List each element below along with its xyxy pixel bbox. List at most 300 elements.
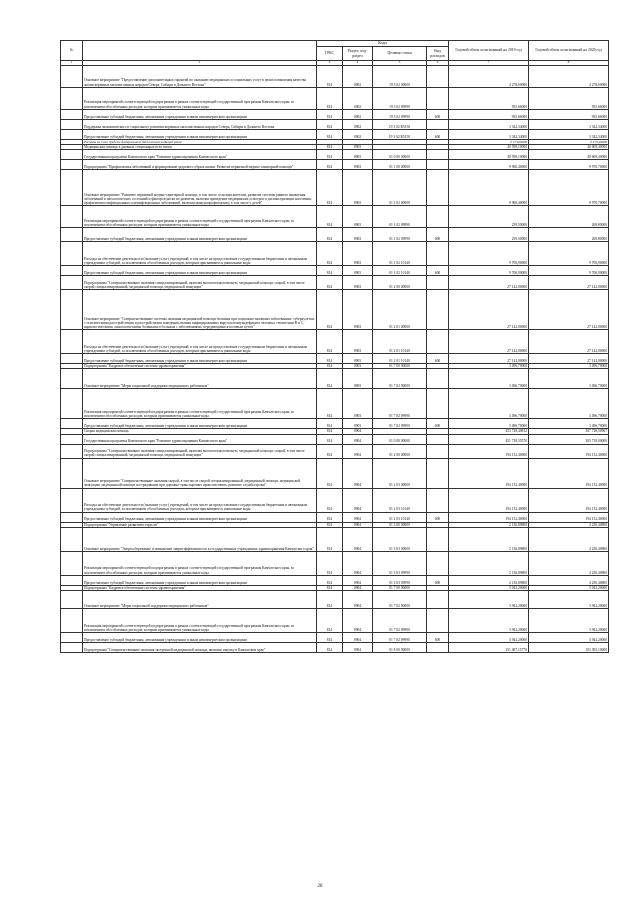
index-cell: 3 [317, 61, 343, 66]
row-csr-cell: 01 1 02 10140 [373, 266, 427, 276]
row-razdel-cell: 0902 [343, 87, 373, 109]
row-name-cell: Расходы на обеспечение деятельности (оказание услуг) учреждений, в том числе на предоставление государственным бюджетным и автономным учреждениям субсидий, за исключением обособленных расходов, которым присваиваются уникальные коды [83, 330, 317, 354]
row-number-cell [61, 434, 83, 444]
row-grbs-cell: 814 [317, 290, 343, 330]
table-row [61, 109, 609, 119]
row-csr-cell: 19 3 02 09990 [373, 87, 427, 109]
row-value-2020-cell: 4 230,40800 [529, 575, 609, 585]
row-vr-cell: 600 [427, 633, 449, 643]
row-vr-cell [427, 150, 449, 160]
row-name-cell: Подпрограмма "Кадровое обеспечение системы здравоохранения" [83, 364, 317, 369]
row-value-2019-cell: 3 496,70000 [449, 369, 529, 389]
row-value-2020-cell: 27 142,00000 [529, 290, 609, 330]
table-row [61, 290, 609, 330]
row-vr-cell [427, 87, 449, 109]
row-number-cell [61, 109, 83, 119]
row-csr-cell: 01 3 03 00000 [373, 527, 427, 551]
row-value-2019-cell: 3 342,34000 [449, 129, 529, 139]
row-razdel-cell: 0904 [343, 609, 373, 633]
row-number-cell [61, 119, 83, 129]
row-value-2020-cell: 3 942,20000 [529, 609, 609, 633]
row-name-cell: Предоставление субсидий бюджетным, автономным учреждениям и иным некоммерческим организациям [83, 228, 317, 242]
header-name [83, 41, 317, 61]
row-name-cell: Поддержка экономического и социального развития коренных малочисленных народов Севера, Сибири и Дальнего Востока [83, 119, 317, 129]
row-name-cell: Предоставление субсидий бюджетным, автономным учреждениям и иным некоммерческим организациям [83, 633, 317, 643]
row-razdel-cell: 0902 [343, 119, 373, 129]
row-razdel-cell: 0903 [343, 369, 373, 389]
row-razdel-cell: 0903 [343, 228, 373, 242]
row-vr-cell: 600 [427, 228, 449, 242]
row-name-cell: Реализация мероприятий соответствующей подпрограммы в рамках соответствующей государственной программы Камчатского края, за исключением обособленных расходов, которым присваиваются уникальные коды [83, 206, 317, 228]
row-value-2019-cell: 3 496,70000 [449, 389, 529, 419]
row-value-2019-cell: 935,66000 [449, 87, 529, 109]
row-value-2020-cell: 27 142,00000 [529, 330, 609, 354]
row-csr-cell: 01 7 02 09990 [373, 633, 427, 643]
index-cell: 4 [343, 61, 373, 66]
row-vr-cell: 600 [427, 266, 449, 276]
row-razdel-cell: 0904 [343, 429, 373, 434]
row-value-2020-cell: 3 173,26000 [529, 139, 609, 144]
row-name-cell: Подпрограмма "Совершенствование оказания специализированной, включая высокотехнологичную, медицинской помощи, скорой, в том числе скорой специализированной, медицинской помощи, медицинской эвакуации" [83, 276, 317, 290]
row-razdel-cell: 0903 [343, 160, 373, 170]
row-csr-cell: 01 2 00 00000 [373, 276, 427, 290]
row-razdel-cell: 0902 [343, 109, 373, 119]
row-razdel-cell: 0903 [343, 330, 373, 354]
row-value-2020-cell: 3 942,20000 [529, 633, 609, 643]
row-number-cell [61, 65, 83, 87]
row-razdel-cell: 0904 [343, 633, 373, 643]
row-razdel-cell: 0903 [343, 276, 373, 290]
row-value-2019-cell: 27 142,00000 [449, 330, 529, 354]
row-name-cell: Предоставление субсидий бюджетным, автономным учреждениям и иным некоммерческим организациям [83, 419, 317, 429]
header-year-2020: Годовой объем ассигнований на 2020 год [529, 41, 609, 61]
row-number-cell [61, 488, 83, 512]
row-vr-cell [427, 290, 449, 330]
row-number-cell [61, 242, 83, 266]
index-cell: 2 [83, 61, 317, 66]
row-value-2020-cell: 9 700,90000 [529, 266, 609, 276]
row-value-2019-cell: 3 942,20000 [449, 591, 529, 609]
row-name-cell: Расходы за счет средств федерального бюджета/исходящий ранее [83, 139, 317, 144]
row-number-cell [61, 330, 83, 354]
row-name-cell: Реализация мероприятий соответствующей подпрограммы в рамках соответствующей государственной программы Камчатского края, за исключением обособленных расходов, которым присваиваются уникальные коды [83, 609, 317, 633]
header-year-2019: Годовой объем ассигнований на 2019 год [449, 41, 529, 61]
row-value-2019-cell: 3 342,34000 [449, 119, 529, 129]
row-value-2020-cell: 40 609,40000 [529, 150, 609, 160]
row-name-cell: Основное мероприятие "Предоставление дополнительных гарантий по оказанию медицинских и социальных услуг в целях повышения качества жизни коренных малочисленных народов Севера, Сибири и Дальнего Востока" [83, 65, 317, 87]
row-csr-cell: 01 0 00 00000 [373, 434, 427, 444]
row-name-cell: Предоставление субсидий бюджетным, автономным учреждениям и иным некоммерческим организациям [83, 266, 317, 276]
row-value-2020-cell: 3 496,70000 [529, 369, 609, 389]
row-grbs-cell: 814 [317, 458, 343, 488]
table-row [61, 633, 609, 643]
header-codes-group: Коды [317, 41, 449, 47]
index-cell: 1 [61, 61, 83, 66]
table-row [61, 591, 609, 609]
row-csr-cell: 19 3 02 00000 [373, 65, 427, 87]
row-value-2020-cell: 194 152,40000 [529, 488, 609, 512]
row-razdel-cell: 0903 [343, 354, 373, 364]
row-grbs-cell: 814 [317, 585, 343, 590]
row-grbs-cell: 814 [317, 488, 343, 512]
row-vr-cell [427, 551, 449, 575]
row-razdel-cell: 0903 [343, 364, 373, 369]
row-value-2020-cell: 194 152,40000 [529, 444, 609, 458]
row-name-cell: Основное мероприятие "Совершенствование системы оказания медицинской помощи больным при социально-значимых заболеваниях: туберкулезом, с психическими расстройствами и расстройствами поведения, вызван инфицированных вирусом иммунодефицита человека, гепатитами В и С, наркологическими, онкологическими больными и больным с заболеваниями, передающимися половым путем" [83, 290, 317, 330]
row-value-2020-cell: 935,66000 [529, 87, 609, 109]
row-number-cell [61, 87, 83, 109]
row-grbs-cell: 814 [317, 150, 343, 160]
row-value-2019-cell: 2 136,89800 [449, 527, 529, 551]
row-csr-cell: 19 3 02 R5150 [373, 129, 427, 139]
row-grbs-cell: 814 [317, 522, 343, 527]
row-razdel-cell: 0903 [343, 419, 373, 429]
row-csr-cell: 01 7 00 00000 [373, 585, 427, 590]
row-value-2020-cell: 27 142,00000 [529, 354, 609, 364]
row-csr-cell: 01 2 03 10140 [373, 488, 427, 512]
table-row [61, 369, 609, 389]
row-value-2019-cell: 27 142,00000 [449, 290, 529, 330]
row-vr-cell [427, 242, 449, 266]
row-vr-cell [427, 160, 449, 170]
row-vr-cell [427, 65, 449, 87]
row-csr-cell: 01 7 02 09990 [373, 609, 427, 633]
row-grbs-cell: 814 [317, 434, 343, 444]
row-number-cell [61, 290, 83, 330]
row-grbs-cell: 814 [317, 591, 343, 609]
row-razdel-cell: 0903 [343, 150, 373, 160]
row-value-2020-cell: 9 970,70000 [529, 170, 609, 206]
row-vr-cell [427, 609, 449, 633]
row-value-2019-cell: 9 960,40000 [449, 160, 529, 170]
row-razdel-cell: 0904 [343, 458, 373, 488]
row-grbs-cell: 814 [317, 65, 343, 87]
row-csr-cell: 01 7 02 09990 [373, 389, 427, 419]
row-vr-cell: 600 [427, 575, 449, 585]
row-number-cell [61, 575, 83, 585]
budget-table-body [61, 65, 609, 652]
table-row [61, 434, 609, 444]
row-name-cell: Предоставление субсидий бюджетным, автономным учреждениям и иным некоммерческим организациям [83, 512, 317, 522]
row-number-cell [61, 369, 83, 389]
row-vr-cell [427, 119, 449, 129]
row-grbs-cell: 814 [317, 145, 343, 150]
row-grbs-cell: 814 [317, 429, 343, 434]
row-grbs-cell: 814 [317, 129, 343, 139]
row-razdel-cell: 0903 [343, 389, 373, 419]
row-value-2020-cell: 40 609,40000 [529, 145, 609, 150]
row-vr-cell [427, 591, 449, 609]
table-row [61, 444, 609, 458]
row-value-2019-cell: 3 173,06000 [449, 139, 529, 144]
row-number-cell [61, 444, 83, 458]
row-razdel-cell: 0903 [343, 242, 373, 266]
row-value-2019-cell: 194 152,40000 [449, 488, 529, 512]
row-grbs-cell: 814 [317, 330, 343, 354]
row-value-2020-cell: 4 278,00000 [529, 65, 609, 87]
header-grbs: ГРБС [317, 47, 343, 61]
row-grbs-cell: 814 [317, 609, 343, 633]
row-value-2019-cell: 40 599,10000 [449, 145, 529, 150]
row-value-2019-cell: 4 278,00000 [449, 65, 529, 87]
row-value-2020-cell: 4 230,40800 [529, 527, 609, 551]
row-razdel-cell: 0904 [343, 522, 373, 527]
row-name-cell: Предоставление субсидий бюджетным, автономным учреждениям и иным некоммерческим организациям [83, 129, 317, 139]
row-name-cell: Реализация мероприятий соответствующей подпрограммы в рамках соответствующей государственной программы Камчатского края, за исключением обособленных расходов, которым присваиваются уникальные коды [83, 551, 317, 575]
row-razdel-cell: 0903 [343, 266, 373, 276]
table-row [61, 512, 609, 522]
row-name-cell: Государственная программа Камчатского края "Развитие здравоохранения Камчатского края" [83, 434, 317, 444]
row-vr-cell: 600 [427, 419, 449, 429]
row-value-2019-cell: 194 152,40000 [449, 512, 529, 522]
header-no: № [61, 41, 83, 61]
table-row [61, 527, 609, 551]
row-value-2019-cell: 935,66000 [449, 109, 529, 119]
row-razdel-cell: 0904 [343, 551, 373, 575]
table-row [61, 551, 609, 575]
row-value-2019-cell: 3 496,70000 [449, 419, 529, 429]
index-cell: 8 [529, 61, 609, 66]
row-csr-cell: 01 7 00 00000 [373, 364, 427, 369]
row-name-cell: Основное мероприятие "Развитие первичной медико-санитарной помощи, в том числе сельским жителям, развитие системы раннего выявления заболеваний и патологических состояний и факторов риска их развития, включая проведение медицинских осмотров и диспансеризации населения, профилактика инфекционных и неинфекционных заболеваний, включая иммунопрофилактику, в том числе у детей" [83, 170, 317, 206]
row-csr-cell: 01 2 00 00000 [373, 444, 427, 458]
row-number-cell [61, 551, 83, 575]
row-grbs-cell: 814 [317, 575, 343, 585]
row-csr-cell: 01 1 02 09990 [373, 228, 427, 242]
row-grbs-cell: 814 [317, 527, 343, 551]
row-value-2020-cell: 9 700,90000 [529, 242, 609, 266]
row-value-2020-cell: 307 728,50967 [529, 429, 609, 434]
row-grbs-cell: 814 [317, 109, 343, 119]
row-value-2019-cell: 3 942,20000 [449, 633, 529, 643]
row-csr-cell: 19 3 02 09990 [373, 109, 427, 119]
row-number-cell [61, 228, 83, 242]
row-value-2019-cell: 40 599,10000 [449, 150, 529, 160]
index-cell: 7 [449, 61, 529, 66]
row-value-2020-cell: 103 393,10000 [529, 643, 609, 653]
row-number-cell [61, 527, 83, 551]
row-grbs-cell: 814 [317, 354, 343, 364]
row-csr-cell: 01 2 01 10140 [373, 354, 427, 364]
row-value-2020-cell: 269,80000 [529, 228, 609, 242]
row-value-2019-cell: 9 960,40000 [449, 170, 529, 206]
row-grbs-cell: 814 [317, 87, 343, 109]
row-name-cell: Расходы на обеспечение деятельности (оказание услуг) учреждений, в том числе на предоставление государственным бюджетным и автономным учреждениям субсидий, за исключением обособленных расходов, которым присваиваются уникальные коды [83, 242, 317, 266]
row-value-2019-cell: 3 942,20000 [449, 609, 529, 633]
row-number-cell [61, 389, 83, 419]
row-value-2020-cell: 3 496,70000 [529, 419, 609, 429]
row-vr-cell [427, 369, 449, 389]
row-csr-cell: 01 7 02 00000 [373, 369, 427, 389]
row-name-cell: Подпрограмма "Совершенствование оказания специализированной, включая высокотехнологичную, медицинской помощи, скорой, в том числе скорой специализированной, медицинской помощи, медицинской эвакуации" [83, 444, 317, 458]
page-number: 28 [317, 884, 323, 889]
row-vr-cell: 600 [427, 109, 449, 119]
row-vr-cell: 600 [427, 129, 449, 139]
row-razdel-cell: 0903 [343, 290, 373, 330]
row-vr-cell [427, 206, 449, 228]
row-name-cell: Подпрограмма "Профилактика заболеваний и формирование здорового образа жизни. Развитие первичной медико-санитарной помощи" [83, 160, 317, 170]
row-razdel-cell: 0904 [343, 591, 373, 609]
row-number-cell [61, 354, 83, 364]
row-value-2020-cell: 3 496,70000 [529, 389, 609, 419]
row-csr-cell: 01 7 02 09990 [373, 419, 427, 429]
row-number-cell [61, 591, 83, 609]
row-number-cell [61, 266, 83, 276]
row-vr-cell [427, 434, 449, 444]
budget-table-sheet [60, 40, 608, 653]
row-value-2020-cell: 269,80000 [529, 206, 609, 228]
row-grbs-cell: 814 [317, 206, 343, 228]
row-grbs-cell: 814 [317, 160, 343, 170]
row-razdel-cell: 0903 [343, 145, 373, 150]
header-csr: Целевая статья [373, 47, 427, 61]
row-name-cell: Реализация мероприятий соответствующей подпрограммы в рамках соответствующей государственной программы Камчатского края, за исключением обособленных расходов, которым присваиваются уникальные коды [83, 87, 317, 109]
table-row [61, 160, 609, 170]
row-grbs-cell: 814 [317, 419, 343, 429]
row-name-cell: Подпрограмма "Управление развитием отрасли" [83, 522, 317, 527]
row-vr-cell [427, 170, 449, 206]
row-vr-cell [427, 488, 449, 512]
row-value-2020-cell: 194 152,40000 [529, 512, 609, 522]
row-vr-cell [427, 330, 449, 354]
row-number-cell [61, 170, 83, 206]
row-name-cell: Основное мероприятие "Совершенствование оказания скорой, в том числе скорой специализированной, медицинской помощи, медицинской эвакуации, медицинской помощи пострадавшим при дорожно-транспортных происшествиях, развитие службы крови" [83, 458, 317, 488]
row-vr-cell: 600 [427, 512, 449, 522]
row-vr-cell [427, 389, 449, 419]
row-value-2020-cell: 4 230,40800 [529, 551, 609, 575]
row-value-2020-cell: 305 718,00000 [529, 434, 609, 444]
row-csr-cell: 01 3 03 09990 [373, 575, 427, 585]
row-number-cell [61, 643, 83, 653]
table-row [61, 354, 609, 364]
row-vr-cell [427, 643, 449, 653]
row-grbs-cell: 814 [317, 364, 343, 369]
row-grbs-cell: 814 [317, 228, 343, 242]
row-value-2020-cell: 4 230,40800 [529, 522, 609, 527]
row-number-cell [61, 276, 83, 290]
row-number-cell [61, 458, 83, 488]
row-name-cell: Подпрограмма "Кадровое обеспечение системы здравоохранения" [83, 585, 317, 590]
row-value-2019-cell: 259,50000 [449, 228, 529, 242]
row-razdel-cell: 0904 [343, 527, 373, 551]
row-grbs-cell: 814 [317, 643, 343, 653]
table-row [61, 87, 609, 109]
row-number-cell [61, 206, 83, 228]
row-name-cell: Предоставление субсидий бюджетным, автономным учреждениям и иным некоммерческим организациям [83, 109, 317, 119]
row-value-2019-cell: 27 142,00000 [449, 276, 529, 290]
row-value-2019-cell: 251 487,15770 [449, 643, 529, 653]
row-name-cell: Реализация мероприятий соответствующей подпрограммы в рамках соответствующей государственной программы Камчатского края, за исключением обособленных расходов, которым присваиваются уникальные коды [83, 389, 317, 419]
row-grbs-cell: 814 [317, 369, 343, 389]
row-value-2020-cell: 3 496,70000 [529, 364, 609, 369]
row-csr-cell: 01 2 01 00000 [373, 290, 427, 330]
row-value-2020-cell: 9 970,70000 [529, 160, 609, 170]
row-value-2020-cell: 27 142,00000 [529, 276, 609, 290]
row-number-cell [61, 160, 83, 170]
row-csr-cell: 01 1 00 00000 [373, 160, 427, 170]
table-row [61, 643, 609, 653]
table-row [61, 276, 609, 290]
row-razdel-cell: 0902 [343, 129, 373, 139]
row-value-2019-cell: 2 136,89800 [449, 575, 529, 585]
row-razdel-cell: 0904 [343, 512, 373, 522]
table-row [61, 609, 609, 633]
row-vr-cell: 600 [427, 354, 449, 364]
row-name-cell: Государственная программа Камчатского края "Развитие здравоохранения Камчатского края" [83, 150, 317, 160]
row-value-2019-cell: 9 700,90000 [449, 266, 529, 276]
row-number-cell [61, 512, 83, 522]
row-grbs-cell: 814 [317, 242, 343, 266]
table-row [61, 65, 609, 87]
table-row [61, 575, 609, 585]
row-value-2019-cell: 194 152,40000 [449, 444, 529, 458]
table-row [61, 488, 609, 512]
row-grbs-cell: 814 [317, 119, 343, 129]
table-row [61, 330, 609, 354]
row-vr-cell [427, 458, 449, 488]
row-csr-cell: 01 8 00 00000 [373, 643, 427, 653]
row-razdel-cell: 0904 [343, 434, 373, 444]
row-value-2019-cell: 453 728,40812 [449, 429, 529, 434]
row-value-2020-cell: 3 342,34000 [529, 129, 609, 139]
row-grbs-cell: 814 [317, 512, 343, 522]
row-csr-cell: 01 2 01 10140 [373, 330, 427, 354]
row-value-2020-cell: 3 942,20000 [529, 591, 609, 609]
table-row [61, 266, 609, 276]
row-name-cell: Медицинская помощь в дневных стационарах всех типов [83, 145, 317, 150]
table-row [61, 389, 609, 419]
row-csr-cell: 01 7 02 00000 [373, 591, 427, 609]
row-value-2019-cell: 451 718,55570 [449, 434, 529, 444]
row-value-2019-cell: 27 142,00000 [449, 354, 529, 364]
row-value-2020-cell: 194 152,40000 [529, 458, 609, 488]
row-value-2020-cell: 3 942,20000 [529, 585, 609, 590]
row-csr-cell: 01 2 03 10140 [373, 512, 427, 522]
row-name-cell: Подпрограмма "Совершенствование оказания экстренной медицинской помощи, включая закупку в Камчатском крае" [83, 643, 317, 653]
index-cell: 6 [427, 61, 449, 66]
row-value-2019-cell: 3 942,20000 [449, 585, 529, 590]
row-csr-cell: 01 3 00 00000 [373, 522, 427, 527]
row-csr-cell: 01 2 03 00000 [373, 458, 427, 488]
row-razdel-cell: 0903 [343, 170, 373, 206]
row-grbs-cell: 814 [317, 266, 343, 276]
row-grbs-cell: 814 [317, 551, 343, 575]
row-csr-cell: 01 0 00 00000 [373, 150, 427, 160]
row-name-cell: Предоставление субсидий бюджетным, автономным учреждениям и иным некоммерческим организациям [83, 354, 317, 364]
row-value-2019-cell: 259,50000 [449, 206, 529, 228]
row-csr-cell: 19 3 02 R5150 [373, 119, 427, 129]
table-row [61, 119, 609, 129]
row-value-2019-cell: 194 152,40000 [449, 458, 529, 488]
row-name-cell: Расходы на обеспечение деятельности (оказание услуг) учреждений, в том числе на предоставление государственным бюджетным и автономным учреждениям субсидий, за исключением обособленных расходов, которым присваиваются уникальные коды [83, 488, 317, 512]
row-number-cell [61, 419, 83, 429]
header-razdel: Раздел, под-раздел [343, 47, 373, 61]
row-grbs-cell: 814 [317, 389, 343, 419]
row-razdel-cell: 0904 [343, 575, 373, 585]
row-name-cell: Основное мероприятие "Меры социальной поддержки медицинских работников" [83, 369, 317, 389]
row-razdel-cell: 0904 [343, 643, 373, 653]
row-grbs-cell: 814 [317, 276, 343, 290]
budget-table [60, 40, 609, 653]
table-row [61, 170, 609, 206]
row-csr-cell: 01 1 02 00000 [373, 170, 427, 206]
row-number-cell [61, 150, 83, 160]
row-razdel-cell: 0903 [343, 206, 373, 228]
row-vr-cell [427, 444, 449, 458]
row-name-cell: Скорая медицинская помощь [83, 429, 317, 434]
table-row [61, 458, 609, 488]
row-csr-cell: 01 1 02 10140 [373, 242, 427, 266]
